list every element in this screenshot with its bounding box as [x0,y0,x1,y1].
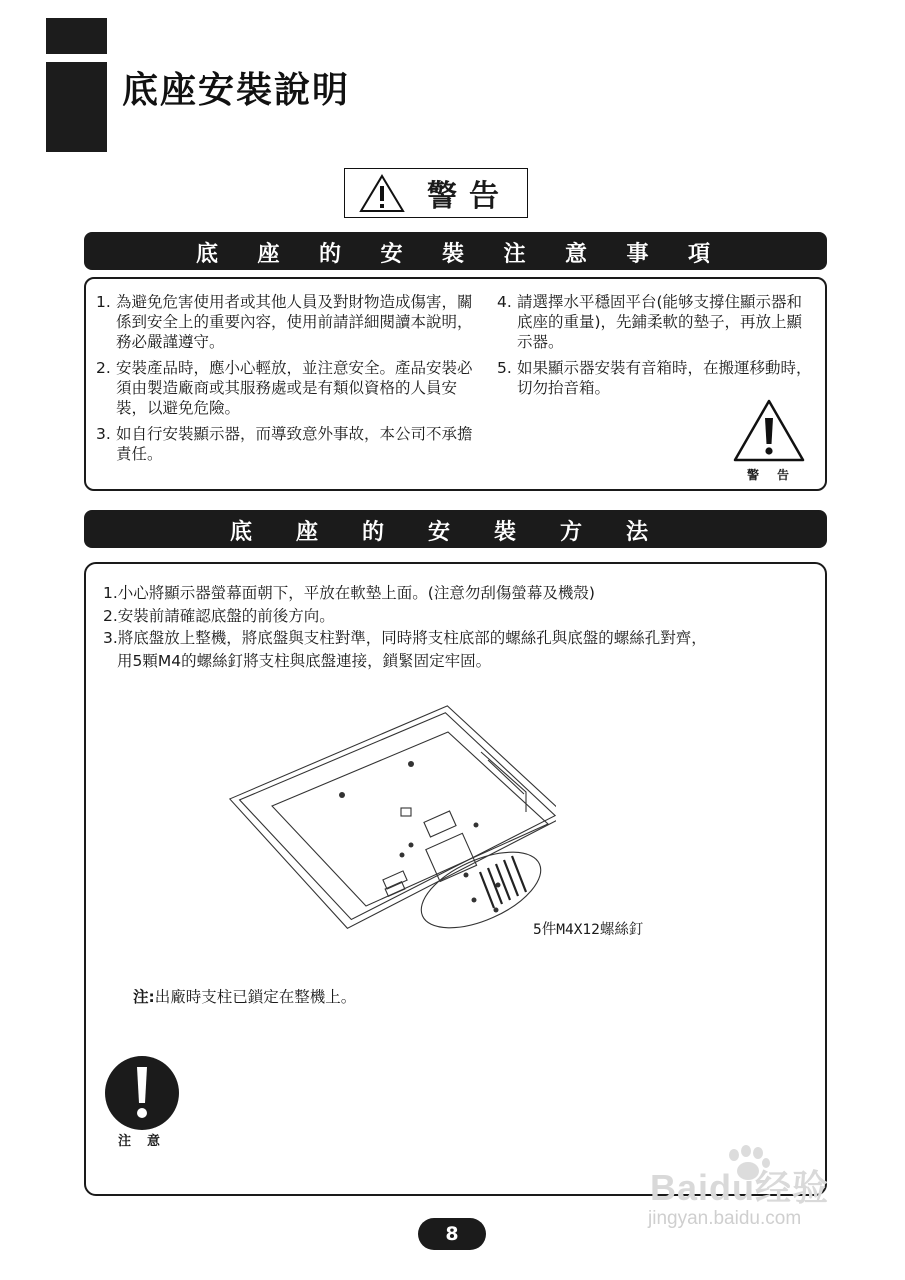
section1-title-bar [84,232,827,270]
title-char: 項 [688,242,711,267]
step-text: 安裝前請確認底盤的前後方向。 [117,606,335,625]
title-char: 底 [196,242,219,267]
warning-label: 警告 [427,179,511,214]
item-number: 2. [96,359,111,377]
step-item [103,605,813,628]
precaution-item [497,358,817,398]
watermark-url: jingyan.baidu.com [648,1208,802,1229]
step-item [103,582,813,605]
precaution-item [96,424,476,464]
item-number: 5. [497,359,512,377]
title-char: 裝 [494,520,517,545]
item-text: 為避免危害使用者或其他人員及對財物造成傷害，關係到安全上的重要內容，使用前請詳細閱讀本說明，務必嚴謹遵守。 [116,293,473,351]
section2-title-bar [84,510,827,548]
page-title: 底座安裝說明 [122,70,351,111]
title-char: 底 [230,520,253,545]
exclamation-circle-icon [104,1055,180,1131]
title-char: 的 [362,520,385,545]
screw-label: 5件M4X12螺絲釘 [533,922,644,938]
title-char: 安 [428,520,451,545]
title-char: 座 [296,520,319,545]
title-char: 的 [319,242,342,267]
title-char: 事 [626,242,649,267]
item-number: 1. [96,293,111,311]
item-text: 請選擇水平穩固平台(能够支撐住顯示器和底座的重量)，先鋪柔軟的墊子，再放上顯示器。 [517,293,803,351]
warning-triangle-icon [359,173,405,213]
step-number: 1. [103,584,118,602]
title-char: 注 [503,242,526,267]
title-char: 座 [257,242,280,267]
tv-back-illustration [226,700,556,940]
item-number: 4. [497,293,512,311]
watermark-brand: Baidu经验 [650,1167,830,1208]
title-char: 安 [380,242,403,267]
note [133,985,356,1007]
precautions-right-column [497,292,817,404]
note-prefix: 注: [133,988,155,1006]
precaution-item [96,292,476,352]
title-char: 法 [626,520,649,545]
item-text: 如自行安裝顯示器，而導致意外事故，本公司不承擔責任。 [116,425,473,463]
precautions-left-column [96,292,476,470]
header-block-top [46,18,107,54]
header-block-bottom [46,62,107,152]
notice-label: 注意 [118,1134,177,1149]
step-text: 小心將顯示器螢幕面朝下，平放在軟墊上面。(注意勿刮傷螢幕及機殼) [117,584,595,602]
step-number: 2. [103,606,118,625]
precaution-item [96,358,476,418]
precaution-item [497,292,817,352]
item-text: 安裝產品時，應小心輕放，並注意安全。產品安裝必須由製造廠商或其服務處或是有類似資格的人員安裝，以避免危險。 [116,359,473,417]
step-text-continued: 用5顆M4的螺絲釘將支柱與底盤連接，鎖緊固定牢固。 [117,651,492,670]
page-number: 8 [418,1218,486,1250]
caution-triangle-icon [732,398,806,464]
note-text: 出廠時支柱已鎖定在整機上。 [154,988,357,1006]
step-text: 將底盤放上整機，將底盤與支柱對準，同時將支柱底部的螺絲孔與底盤的螺絲孔對齊， [117,629,707,647]
installation-steps [103,582,813,672]
caution-label: 警告 [747,468,808,482]
step-number: 3. [103,629,118,647]
item-number: 3. [96,425,111,443]
title-char: 裝 [442,242,465,267]
title-char: 意 [565,242,588,267]
item-text: 如果顯示器安裝有音箱時，在搬運移動時，切勿抬音箱。 [517,359,812,397]
warning-box [344,168,528,218]
step-item [103,627,813,650]
title-char: 方 [560,520,583,545]
